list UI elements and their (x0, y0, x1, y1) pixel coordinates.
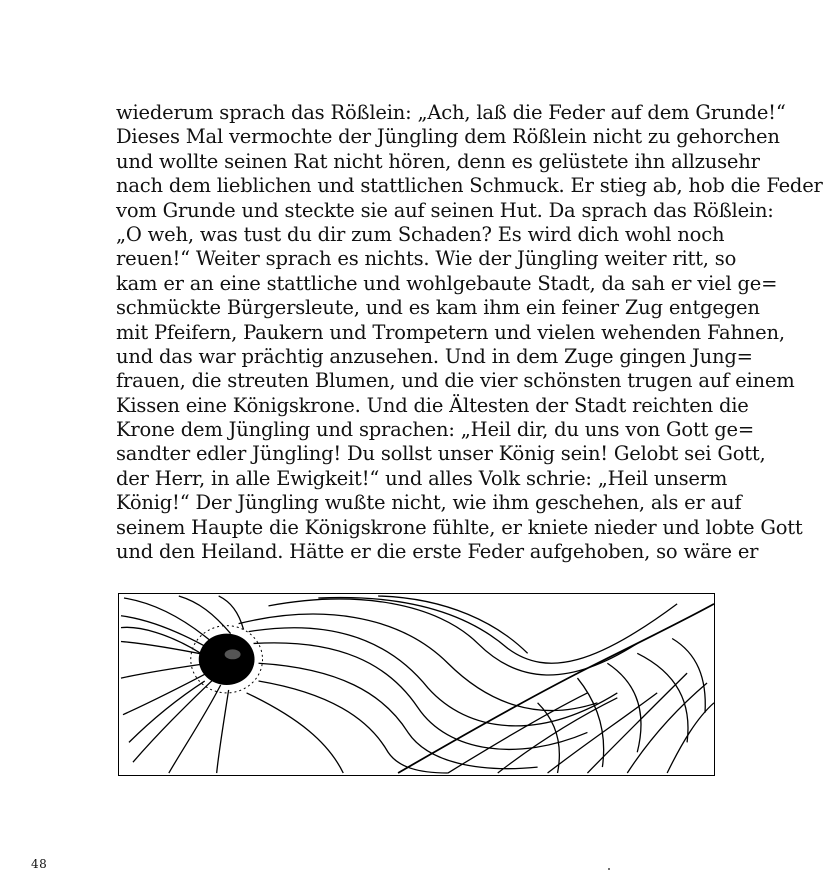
text-line: seinem Haupte die Königskrone fühlte, er kniete nieder und lobte Gott (116, 515, 803, 539)
peacock-feather-icon (119, 594, 714, 775)
text-line: kam er an eine stattliche und wohlgebaute Stadt, da sah er viel ge= (116, 271, 778, 295)
text-line: der Herr, in alle Ewigkeit!“ und alles Volk schrie: „Heil unserm (116, 466, 728, 490)
text-line: König!“ Der Jüngling wußte nicht, wie ihm geschehen, als er auf (116, 491, 742, 515)
text-line: und den Heiland. Hätte er die erste Feder aufgehoben, so wäre er (116, 540, 759, 564)
text-line: Krone dem Jüngling und sprachen: „Heil dir, du uns von Gott ge= (116, 418, 754, 442)
text-line: mit Pfeifern, Paukern und Trompetern und vielen wehenden Fahnen, (116, 320, 785, 344)
text-line: wiederum sprach das Rößlein: „Ach, laß die Feder auf dem Grunde!“ (116, 101, 786, 124)
text-line: schmückte Bürgersleute, und es kam ihm ein feiner Zug entgegen (116, 296, 760, 320)
feather-illustration (118, 593, 715, 776)
text-line: und wollte seinen Rat nicht hören, denn es gelüstete ihn allzusehr (116, 149, 760, 173)
text-line: vom Grunde und steckte sie auf seinen Hut. Da sprach das Rößlein: (116, 198, 774, 222)
text-line: reuen!“ Weiter sprach es nichts. Wie der Jüngling weiter ritt, so (116, 247, 737, 271)
text-line: nach dem lieblichen und stattlichen Schmuck. Er stieg ab, hob die Feder (116, 174, 823, 198)
text-line: Dieses Mal vermochte der Jüngling dem Rößlein nicht zu gehorchen (116, 125, 780, 149)
text-line: Kissen eine Königskrone. Und die Ältesten der Stadt reichten die (116, 393, 749, 417)
ink-speck (608, 868, 610, 870)
text-line: und das war prächtig anzusehen. Und in dem Zuge gingen Jung= (116, 344, 753, 368)
body-text (116, 101, 823, 564)
text-line: sandter edler Jüngling! Du sollst unser König sein! Gelobt sei Gott, (116, 442, 766, 466)
page-number: 48 (31, 857, 48, 871)
text-line: „O weh, was tust du dir zum Schaden? Es wird dich wohl noch (116, 222, 725, 246)
text-line: frauen, die streuten Blumen, und die vier schönsten trugen auf einem (116, 369, 795, 393)
